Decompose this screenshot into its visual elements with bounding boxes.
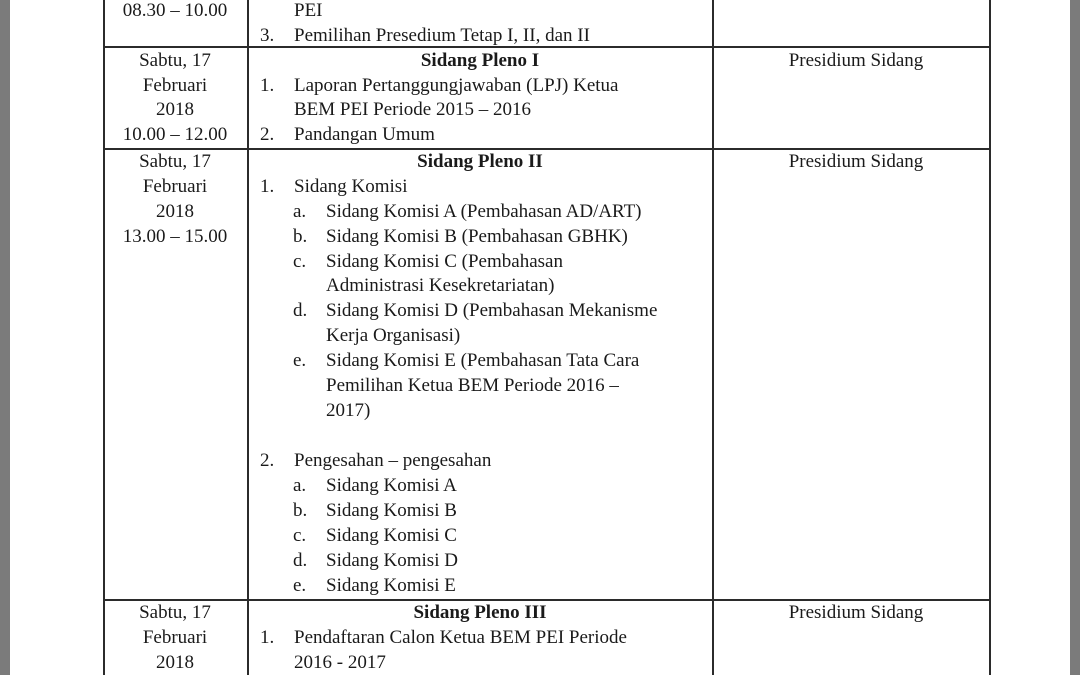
date-line: Sabtu, 17 — [139, 151, 211, 172]
document-page — [10, 0, 1070, 675]
date-line: Sabtu, 17 — [139, 50, 211, 71]
sublist-letter: b. — [293, 226, 308, 247]
date-line: 2018 — [156, 99, 194, 120]
sublist-text: Sidang Komisi B (Pembahasan GBHK) — [326, 226, 628, 247]
list-item-text: Pengesahan – pengesahan — [294, 450, 492, 471]
sublist-letter: d. — [293, 300, 308, 321]
list-item-text — [294, 73, 702, 98]
sublist-letter: e. — [293, 350, 307, 371]
session-title: Sidang Pleno II — [417, 151, 543, 172]
sublist-text: 2017) — [326, 400, 371, 421]
pic-cell: Presidium Sidang — [788, 602, 924, 623]
sublist-text: Kerja Organisasi) — [326, 325, 461, 346]
list-item-text: Pandangan Umum — [294, 124, 435, 145]
text-line: Laporan Pertanggungjawaban (LPJ) Ketua — [294, 75, 619, 96]
session-title: Sidang Pleno I — [420, 50, 540, 71]
viewer-margin-left — [0, 0, 10, 675]
sublist-letter: e. — [293, 575, 307, 596]
sublist-text: Sidang Komisi C (Pembahasan — [326, 251, 563, 272]
list-item-number: 2. — [260, 450, 275, 471]
date-line: Februari — [142, 627, 208, 648]
sublist-text: Sidang Komisi C — [326, 525, 457, 546]
list-item-text: BEM PEI Periode 2015 – 2016 — [294, 99, 531, 120]
sublist-text: Sidang Komisi E — [326, 575, 456, 596]
sublist-letter: d. — [293, 550, 308, 571]
list-item-text: Pendaftaran Calon Ketua BEM PEI Periode — [294, 627, 627, 648]
table-border-col2 — [712, 0, 714, 675]
sublist-text: Sidang Komisi D — [326, 550, 458, 571]
list-item-number: 1. — [260, 627, 275, 648]
date-line: 2018 — [156, 652, 194, 673]
sublist-letter: b. — [293, 500, 308, 521]
list-item-text: Sidang Komisi — [294, 176, 408, 197]
date-line: Sabtu, 17 — [139, 602, 211, 623]
sublist-text: Sidang Komisi E (Pembahasan Tata Cara — [326, 350, 640, 371]
date-line: 2018 — [156, 201, 194, 222]
sublist-text: Sidang Komisi A (Pembahasan AD/ART) — [326, 201, 642, 222]
sublist-text: Pemilihan Ketua BEM Periode 2016 – — [326, 375, 619, 396]
sublist-letter: a. — [293, 475, 307, 496]
pic-cell: Presidium Sidang — [788, 151, 924, 172]
sublist-letter: c. — [293, 251, 307, 272]
table-border-right — [989, 0, 991, 675]
list-item-text: Pemilihan Presedium Tetap I, II, dan II — [294, 25, 590, 46]
table-border-col1 — [247, 0, 249, 675]
list-item-number: 3. — [260, 25, 275, 46]
list-item-text: 2016 - 2017 — [294, 652, 386, 673]
date-line: Februari — [142, 176, 208, 197]
sublist-letter: c. — [293, 525, 307, 546]
time-line: 10.00 – 12.00 — [122, 124, 228, 145]
session-title: Sidang Pleno III — [413, 602, 547, 623]
list-item-text: PEI — [294, 0, 323, 21]
sublist-text: Sidang Komisi A — [326, 475, 457, 496]
sublist-text: Sidang Komisi B — [326, 500, 457, 521]
viewer-margin-right — [1070, 0, 1080, 675]
list-item-number: 1. — [260, 75, 275, 96]
list-item-number: 1. — [260, 176, 275, 197]
sublist-text: Administrasi Kesekretariatan) — [326, 275, 555, 296]
time-cell: 08.30 – 10.00 — [122, 0, 228, 21]
time-line: 13.00 – 15.00 — [122, 226, 228, 247]
sublist-letter: a. — [293, 201, 307, 222]
date-line: Februari — [142, 75, 208, 96]
sublist-text: Sidang Komisi D (Pembahasan Mekanisme — [326, 300, 658, 321]
pic-cell: Presidium Sidang — [788, 50, 924, 71]
list-item-number: 2. — [260, 124, 275, 145]
